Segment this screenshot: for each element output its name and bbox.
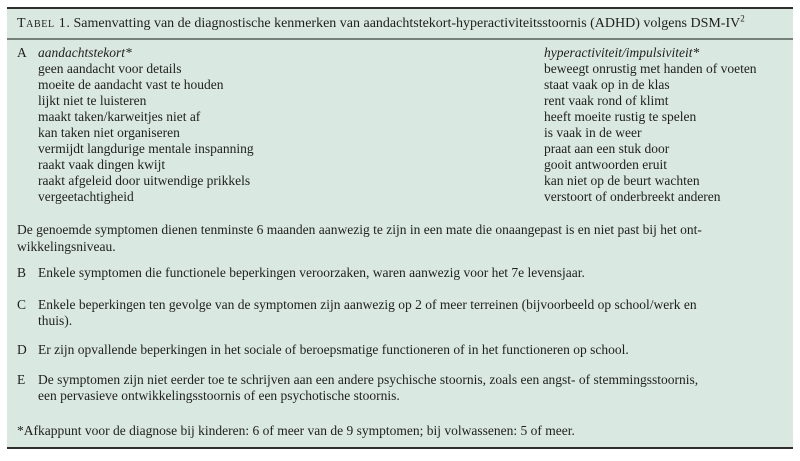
criterion-d-line: Er zijn opvallende beperkingen in het sociale of beroepsmatige functioneren of in het functioneren op school. (38, 342, 629, 357)
criterion-b-label: B (17, 265, 27, 280)
duration-note (17, 221, 785, 255)
title-separator-rule (7, 38, 793, 40)
symptom-item: staat vaak op in de klas (544, 77, 670, 92)
symptom-item: rent vaak rond of klimt (544, 93, 669, 108)
symptom-item: raakt vaak dingen kwijt (38, 157, 166, 172)
criterion-b-line: Enkele symptomen die functionele beperkingen veroorzaken, waren aanwezig voor het 7e levensjaar. (38, 265, 585, 280)
cutoff-footnote: *Afkappunt voor de diagnose bij kinderen: 6 of meer van de 9 symptomen; bij volwassenen: 5 of meer. (17, 423, 575, 438)
table-number-label: Tabel 1. (17, 16, 71, 31)
criterion-e-section (17, 372, 785, 404)
duration-note-line: De genoemde symptomen dienen tenminste 6 maanden aanwezig te zijn in een mate die onaangepast is en niet past bij het ont- (17, 222, 702, 237)
symptom-item: geen aandacht voor details (38, 61, 182, 76)
symptom-item: vermijdt langdurige mentale inspanning (38, 141, 254, 156)
symptom-item: kan niet op de beurt wachten (544, 173, 700, 188)
criterion-d-text (38, 342, 785, 358)
hyperactivity-column-header: hyperactiviteit/impulsiviteit* (544, 45, 700, 60)
symptom-item: heeft moeite rustig te spelen (544, 109, 697, 124)
criterion-e-text (38, 372, 785, 404)
table-panel (7, 9, 793, 447)
criterion-e-line: een pervasieve ontwikkelingsstoornis of een psychotische stoornis. (38, 388, 400, 403)
table-title-reference-superscript: 2 (740, 13, 745, 24)
symptom-item: praat aan een stuk door (544, 141, 670, 156)
adhd-table-figure (7, 7, 793, 449)
criterion-d-section (17, 342, 785, 358)
inattention-column-header: aandachtstekort* (38, 45, 132, 60)
symptom-item: kan taken niet organiseren (38, 125, 180, 140)
symptom-item: is vaak in de weer (544, 125, 642, 140)
symptom-item: moeite de aandacht vast te houden (38, 77, 224, 92)
symptom-item: beweegt onrustig met handen of voeten (544, 61, 757, 76)
symptom-item: maakt taken/karweitjes niet af (38, 109, 201, 124)
duration-note-line: wikkelingsniveau. (17, 239, 116, 254)
table-title-text: Samenvatting van de diagnostische kenmerken van aandachtstekort-hyperactiviteitsstoornis (ADHD) volgens DSM-IV (73, 16, 741, 31)
bottom-rule (7, 447, 793, 449)
symptom-item: verstoort of onderbreekt anderen (544, 189, 721, 204)
criterion-a-section (17, 45, 785, 205)
criterion-c-section (17, 297, 785, 329)
criterion-e-label: E (17, 372, 26, 387)
criterion-a-label: A (17, 45, 27, 60)
symptom-item: lijkt niet te luisteren (38, 93, 147, 108)
criterion-c-line: thuis). (38, 313, 73, 328)
inattention-column (38, 45, 544, 205)
criterion-e-line: De symptomen zijn niet eerder toe te schrijven aan een andere psychische stoornis, zoals een angst- of stemmingsstoornis, (38, 372, 699, 387)
symptom-item: gooit antwoorden eruit (544, 157, 667, 172)
criterion-c-label: C (17, 297, 27, 312)
hyperactivity-column (544, 45, 785, 205)
symptom-item: vergeetachtigheid (38, 189, 134, 204)
table-title (7, 9, 793, 38)
table-body (7, 45, 793, 447)
criterion-c-line: Enkele beperkingen ten gevolge van de symptomen zijn aanwezig op 2 of meer terreinen (bijvoorbeeld op school/werk en (38, 297, 697, 312)
criterion-b-text (38, 265, 785, 281)
criterion-c-text (38, 297, 785, 329)
criterion-b-section (17, 265, 785, 281)
criterion-d-label: D (17, 342, 27, 357)
symptom-item: raakt afgeleid door uitwendige prikkels (38, 173, 251, 188)
